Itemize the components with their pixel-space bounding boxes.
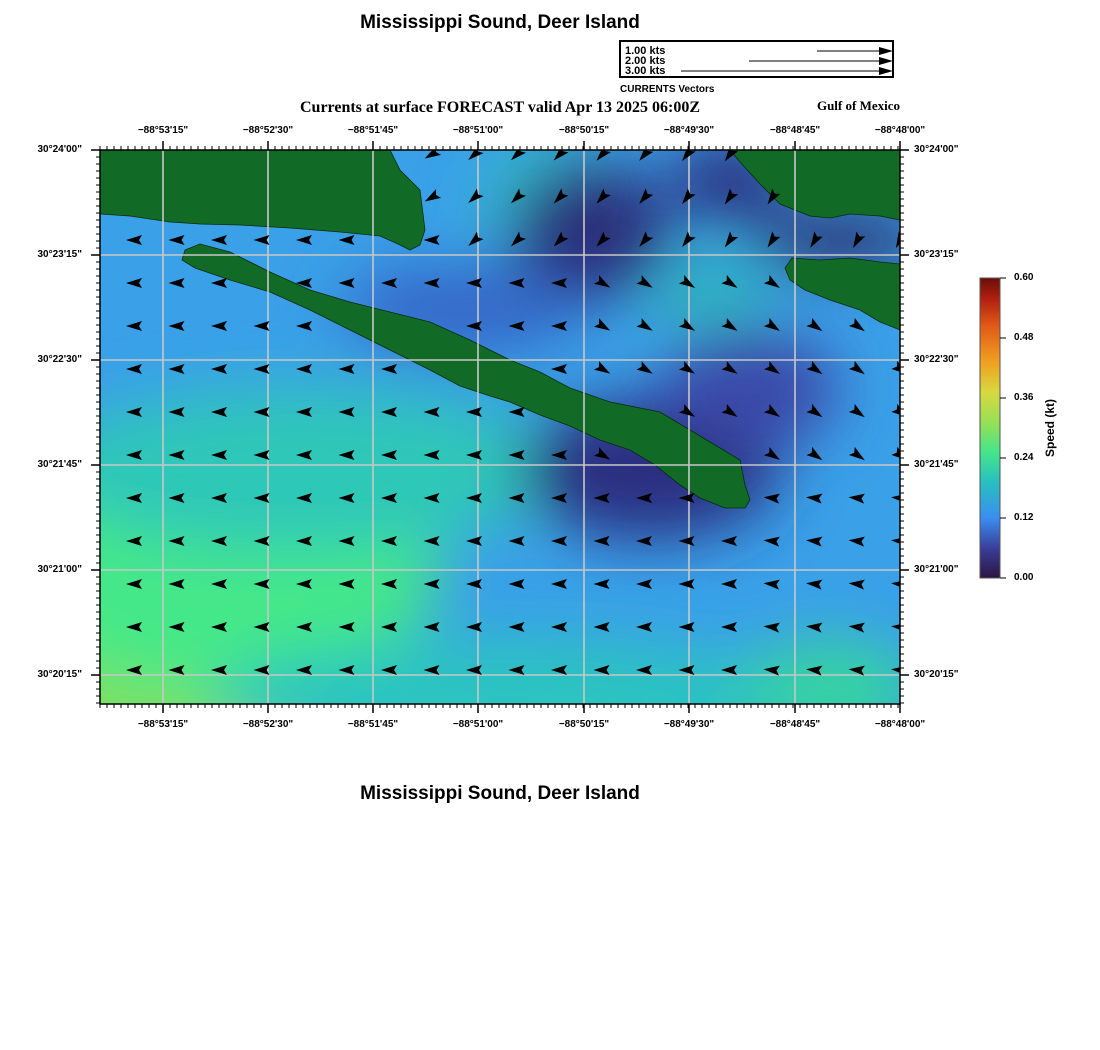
vector-legend-caption: CURRENTS Vectors: [620, 84, 715, 95]
lon-tick-label-bottom: −88°52'30": [242, 719, 294, 730]
lon-tick-label-top: −88°49'30": [663, 125, 715, 136]
forecast-subtitle: Currents at surface FORECAST valid Apr 13 2025 06:00Z: [299, 99, 700, 116]
colorbar-tick-0.12: 0.12: [1014, 512, 1034, 523]
lon-tick-label-bottom: −88°48'45": [769, 719, 821, 730]
footer-title: Mississippi Sound, Deer Island: [360, 783, 640, 804]
lon-tick-label-bottom: −88°53'15": [137, 719, 189, 730]
speed-colorbar: [975, 270, 1015, 584]
lon-tick-label-bottom: −88°51'45": [347, 719, 399, 730]
lon-tick-label-top: −88°48'00": [874, 125, 926, 136]
lon-tick-label-bottom: −88°48'00": [874, 719, 926, 730]
lon-tick-label-top: −88°48'45": [769, 125, 821, 136]
lon-tick-label-bottom: −88°50'15": [558, 719, 610, 730]
lon-tick-label-top: −88°51'00": [452, 125, 504, 136]
lat-tick-label-right: 30°21'00": [914, 564, 959, 575]
lon-tick-label-bottom: −88°51'00": [452, 719, 504, 730]
lon-tick-label-bottom: −88°49'30": [663, 719, 715, 730]
lon-tick-label-top: −88°52'30": [242, 125, 294, 136]
speed-field: [90, 140, 912, 716]
legend-arrows: [621, 42, 893, 78]
lat-tick-label-right: 30°20'15": [914, 669, 959, 680]
colorbar-tick-0.00: 0.00: [1014, 572, 1034, 583]
lat-tick-label-left: 30°21'45": [37, 459, 82, 470]
legend-label-3kt: 3.00 kts: [625, 65, 666, 77]
legend-label-1kt: 1.00 kts: [625, 45, 666, 57]
lat-tick-label-right: 30°24'00": [914, 144, 959, 155]
region-label: Gulf of Mexico: [816, 98, 900, 113]
vector-legend: [619, 40, 894, 78]
lat-tick-label-right: 30°22'30": [914, 354, 959, 365]
colorbar-tick-0.60: 0.60: [1014, 272, 1034, 283]
lat-tick-label-right: 30°23'15": [914, 249, 959, 260]
lat-tick-label-right: 30°21'45": [914, 459, 959, 470]
currents-map: [90, 140, 912, 716]
colorbar-tick-0.48: 0.48: [1014, 332, 1034, 343]
colorbar-tick-0.24: 0.24: [1014, 452, 1034, 463]
colorbar-title: Speed (kt): [1043, 398, 1057, 458]
lat-tick-label-left: 30°23'15": [37, 249, 82, 260]
lon-tick-label-top: −88°50'15": [558, 125, 610, 136]
lat-tick-label-left: 30°21'00": [37, 564, 82, 575]
lat-tick-label-left: 30°24'00": [37, 144, 82, 155]
lon-tick-label-top: −88°51'45": [347, 125, 399, 136]
legend-label-2kt: 2.00 kts: [625, 55, 666, 67]
colorbar-tick-0.36: 0.36: [1014, 392, 1034, 403]
lat-tick-label-left: 30°20'15": [37, 669, 82, 680]
lat-tick-label-left: 30°22'30": [37, 354, 82, 365]
map-title: Mississippi Sound, Deer Island: [360, 12, 640, 33]
lon-tick-label-top: −88°53'15": [137, 125, 189, 136]
